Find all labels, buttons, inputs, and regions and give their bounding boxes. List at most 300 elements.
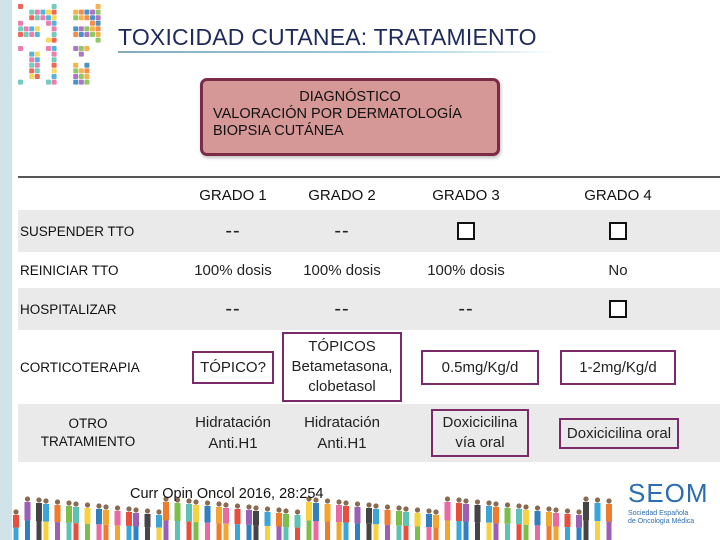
crowd-figure-legs [464,522,469,540]
mosaic-tile [68,38,73,43]
mosaic-tile [46,52,51,57]
doxiciclina-oral-box: Doxicicilina oral [559,418,679,449]
cell-grade1: Hidratación Anti.H1 [195,414,271,452]
mosaic-tile [90,46,95,51]
crowd-figure-head [235,503,240,508]
mosaic-tile [79,46,84,51]
mosaic-tile [73,68,78,73]
mosaic-tile [62,32,67,37]
crowd-figure-body [516,509,522,524]
crowd-figure-legs [415,527,420,540]
seom-subtitle-line2: de Oncología Médica [628,518,695,526]
table-row-suspender [18,210,720,252]
mosaic-tile [24,38,29,43]
cell-grade2: 100% dosis [303,261,381,279]
mosaic-tile [79,15,84,20]
crowd-figure-legs [127,526,132,540]
mosaic-tile [52,46,57,51]
crowd-figure-body [13,515,19,528]
crowd-figure-body [163,502,169,520]
crowd-figure-body [205,506,211,523]
seom-footer-logo-name: SEOM [628,478,709,508]
mosaic-tile [18,52,23,57]
mosaic-tile [24,57,29,62]
mosaic-tile [35,26,40,31]
cell-grade3: 100% dosis [427,261,505,279]
crowd-figure-head [283,508,288,513]
crowd-figure-head [343,500,348,505]
mosaic-tile [62,10,67,15]
left-rail [0,0,12,540]
mosaic-tile [68,57,73,62]
mosaic-tile [40,38,45,43]
crowd-figure-head [583,496,588,501]
mosaic-tile [29,15,34,20]
mosaic-tile [29,38,34,43]
crowd-figure-legs [584,520,589,540]
mosaic-tile [52,68,57,73]
crowd-figure-legs [535,525,540,540]
crowd-figure-legs [134,527,139,540]
mosaic-tile [18,10,23,15]
mosaic-tile [40,26,45,31]
mosaic-tile [18,38,23,43]
mosaic-tile [29,74,34,79]
mosaic-tile [18,80,23,85]
crowd-figure-legs [254,525,259,540]
crowd-figure-body [336,505,342,522]
crowd-figure-legs [397,525,402,540]
crowd-figure-legs [104,525,109,540]
mosaic-tile [73,57,78,62]
mosaic-tile [62,63,67,68]
mosaic-tile [29,4,34,9]
crowd-figure-head [246,504,251,509]
grade-3-header: GRADO 3 [432,186,500,204]
mosaic-tile [18,32,23,37]
mosaic-tile [79,52,84,57]
crowd-figure-body [343,506,349,523]
mosaic-tile [24,15,29,20]
crowd-figure-body [373,509,379,524]
crowd-figure-body [396,511,402,525]
mosaic-tile [84,74,89,79]
crowd-figure-head [456,497,461,502]
crowd-figure-legs [337,522,342,540]
crowd-figure-body [156,515,162,528]
table-row-corticoterapia [18,330,720,404]
crowd-figure-head [295,509,300,514]
crowd-figure-legs [547,526,552,540]
crowd-figure-legs [74,523,79,540]
mosaic-tile [84,38,89,43]
crowd-figure-legs [307,520,312,540]
mosaic-tile [90,10,95,15]
crowd-figure-body [565,514,571,527]
doxiciclina-via-oral-box: Doxicicilina vía oral [431,409,529,458]
row-label: OTRO TRATAMIENTO [40,415,136,449]
mosaic-tile [90,26,95,31]
mosaic-tile [29,68,34,73]
cell-grade3: -- [458,298,474,320]
crowd-figure-legs [314,521,319,540]
crowd-figure-head [36,497,41,502]
crowd-figure-head [565,508,570,513]
mosaic-tile [68,32,73,37]
mosaic-tile [96,63,101,68]
crowd-figure-head [516,503,521,508]
mosaic-tile [52,15,57,20]
grade-4-header: GRADO 4 [584,186,652,204]
seom-footer-logo [628,480,718,538]
crowd-figure-body [456,503,462,521]
checkbox-icon [609,222,627,240]
mosaic-tile [29,63,34,68]
crowd-figure-legs [457,521,462,540]
mosaic-tile [46,80,51,85]
crowd-figure-head [366,502,371,507]
dose-1-2-box: 1-2mg/Kg/d [560,350,676,385]
crowd-figure-legs [367,524,372,540]
mosaic-tile [62,15,67,20]
crowd-figure-legs [67,523,72,540]
crowd-figure-body [355,507,361,523]
mosaic-tile [40,4,45,9]
mosaic-tile [29,80,34,85]
crowd-figure-legs [554,527,559,540]
crowd-figure-head [133,507,138,512]
seom-footer-logo-subtitle [628,510,718,526]
crowd-figure-body [73,507,79,523]
mosaic-tile [96,38,101,43]
mosaic-tile [24,32,29,37]
row-label: HOSPITALIZAR [20,301,117,317]
mosaic-tile [52,26,57,31]
mosaic-tile [73,10,78,15]
cell-grade4 [558,210,678,252]
crowd-figure-body [595,503,601,521]
crowd-figure-head [576,509,581,514]
crowd-figure-body [486,506,492,523]
mosaic-tile [24,63,29,68]
mosaic-tile [96,57,101,62]
mosaic-tile [29,26,34,31]
mosaic-tile [35,10,40,15]
diagnosis-box [200,78,500,156]
mosaic-tile [79,26,84,31]
mosaic-tile [68,21,73,26]
seom-mosaic-logo [18,4,104,88]
crowd-figure-head [25,496,30,501]
mosaic-tile [62,57,67,62]
mosaic-tile [46,63,51,68]
mosaic-tile [90,52,95,57]
row-label: CORTICOTERAPIA [20,359,140,375]
crowd-figure-body [505,508,511,524]
crowd-figure-body [145,514,151,527]
mosaic-tile [35,52,40,57]
row-label: REINICIAR TTO [20,262,119,278]
mosaic-tile [96,32,101,37]
mosaic-tile [40,74,45,79]
mosaic-tile [24,74,29,79]
mosaic-tile [96,4,101,9]
mosaic-tile [79,74,84,79]
crowd-figure-head [55,499,60,504]
mosaic-tile [68,68,73,73]
crowd-figure-body [583,502,589,520]
mosaic-tile [62,80,67,85]
crowd-figure-legs [37,521,42,540]
crowd-figure-head [96,503,101,508]
mosaic-tile [90,21,95,26]
table-row-reiniciar [18,252,720,288]
mosaic-tile [18,46,23,51]
mosaic-tile [96,74,101,79]
mosaic-tile [68,10,73,15]
mosaic-tile [46,10,51,15]
crowd-figure-body [25,502,31,520]
mosaic-tile [29,32,34,37]
crowd-figure-body [43,504,49,522]
crowd-figure-body [325,504,331,522]
cell-grade2 [280,330,404,404]
crowd-figure-legs [607,522,612,540]
mosaic-tile [40,32,45,37]
mosaic-tile [73,15,78,20]
crowd-figure-head [325,498,330,503]
crowd-figure-body [463,504,469,522]
crowd-figure-body [66,506,72,523]
mosaic-tile [46,46,51,51]
mosaic-tile [68,52,73,57]
crowd-figure-legs [277,527,282,540]
mosaic-tile [96,10,101,15]
crowd-figure-body [535,511,541,525]
crowd-figure-legs [284,527,289,540]
mosaic-tile [46,26,51,31]
crowd-figure-legs [355,523,360,540]
mosaic-tile [84,57,89,62]
cell-grade1: 100% dosis [194,261,272,279]
crowd-figure-body [246,510,252,525]
mosaic-tile [24,52,29,57]
mosaic-tile [24,80,29,85]
mosaic-tile [29,57,34,62]
mosaic-tile [24,26,29,31]
mosaic-tile [90,4,95,9]
crowd-figure-head [606,498,611,503]
table-top-rule [18,176,720,178]
mosaic-tile [84,63,89,68]
cell-grade2: Hidratación Anti.H1 [304,414,380,452]
cell-grade3 [416,330,544,404]
crowd-figure-legs [265,526,270,540]
seom-subtitle-line1: Sociedad Española [628,510,689,517]
mosaic-tile [84,46,89,51]
mosaic-tile [52,38,57,43]
crowd-figure-head [505,502,510,507]
mosaic-tile [52,32,57,37]
mosaic-tile [73,46,78,51]
crowd-figure-legs [247,525,252,540]
mosaic-tile [84,4,89,9]
mosaic-tile [40,46,45,51]
mosaic-tile [24,10,29,15]
mosaic-tile [96,26,101,31]
mosaic-tile [46,21,51,26]
table-row-otro-tratamiento [18,404,720,462]
mosaic-tile [90,32,95,37]
mosaic-tile [79,57,84,62]
mosaic-tile [18,68,23,73]
crowd-figure-legs [475,522,480,540]
crowd-figure-head [43,498,48,503]
crowd-figure-legs [374,524,379,540]
crowd-figure-body [553,513,559,527]
row-label: SUSPENDER TTO [20,223,135,239]
cell-grade4: No [608,261,628,279]
mosaic-tile [52,74,57,79]
mosaic-tile [18,26,23,31]
mosaic-tile [96,52,101,57]
crowd-figure-legs [404,526,409,540]
crowd-figure-body [426,514,432,527]
crowd-figure-head [85,502,90,507]
cell-grade4 [558,404,680,462]
mosaic-tile [35,68,40,73]
crowd-figure-body [103,510,109,525]
mosaic-tile [62,4,67,9]
mosaic-tile [96,21,101,26]
crowd-figure-legs [565,527,570,540]
crowd-figure-body [523,510,529,525]
crowd-figure-legs [175,521,180,540]
mosaic-tile [24,21,29,26]
crowd-figure-legs [295,528,300,540]
mosaic-tile [29,21,34,26]
crowd-figure-body [295,515,301,528]
topicos-box: TÓPICOS Betametasona, clobetasol [282,332,402,403]
crowd-figure-body [475,505,481,522]
diagnosis-line-biopsy: BIOPSIA CUTÁNEA [213,123,344,139]
crowd-figure-body [276,513,282,527]
crowd-figure-head [115,505,120,510]
crowd-figure-head [595,497,600,502]
title-underline [118,51,558,53]
crowd-figure-head [265,506,270,511]
mosaic-tile [96,68,101,73]
crowd-figure-body [306,502,312,520]
mosaic-tile [46,74,51,79]
mosaic-tile [24,68,29,73]
cell-grade1 [176,330,290,404]
crowd-figure-legs [595,521,600,540]
crowd-figure-body [115,511,121,525]
crowd-figure-head [223,502,228,507]
diagnosis-line-dermatology: VALORACIÓN POR DERMATOLOGÍA [213,106,462,122]
mosaic-tile [40,57,45,62]
mosaic-tile [46,15,51,20]
mosaic-tile [90,63,95,68]
crowd-figure-head [493,501,498,506]
crowd-figure-legs [164,520,169,540]
cell-grade3 [416,404,544,462]
crowd-figure-head [445,496,450,501]
crowd-figure-head [13,509,18,514]
mosaic-tile [18,63,23,68]
checkbox-icon [609,300,627,318]
mosaic-tile [18,57,23,62]
mosaic-tile [62,74,67,79]
mosaic-tile [40,10,45,15]
crowd-figure-head [336,499,341,504]
crowd-figure-head [475,499,480,504]
crowd-figure-body [385,510,391,525]
crowd-figure-legs [194,522,199,540]
crowd-figure-head [373,503,378,508]
mosaic-tile [79,80,84,85]
mosaic-tile [79,32,84,37]
crowd-figure-legs [524,525,529,540]
crowd-figure-legs [445,520,450,540]
dose-05-box: 0.5mg/Kg/d [421,350,539,385]
mosaic-tile [35,63,40,68]
mosaic-tile [90,74,95,79]
mosaic-tile [40,21,45,26]
mosaic-tile [52,63,57,68]
cell-grade2: -- [334,298,350,320]
crowd-figure-body [313,503,319,521]
mosaic-tile [40,80,45,85]
crowd-figure-legs [505,524,510,540]
crowd-figure-legs [494,523,499,540]
crowd-figure-body [193,505,199,522]
crowd-figure-body [96,509,102,524]
crowd-figure-head [103,504,108,509]
crowd-figure-body [546,512,552,526]
crowd-figure-head [433,509,438,514]
mosaic-tile [79,4,84,9]
mosaic-tile [84,32,89,37]
crowd-figure-body [366,508,372,524]
mosaic-tile [35,32,40,37]
mosaic-tile [40,68,45,73]
mosaic-tile [96,46,101,51]
mosaic-tile [52,52,57,57]
crowd-figure-legs [205,523,210,540]
mosaic-tile [73,80,78,85]
mosaic-tile [35,74,40,79]
crowd-figure-head [486,500,491,505]
mosaic-tile [40,52,45,57]
mosaic-tile [73,74,78,79]
crowd-figure-legs [217,523,222,540]
mosaic-tile [46,4,51,9]
mosaic-tile [68,46,73,51]
mosaic-tile [73,63,78,68]
mosaic-tile [52,21,57,26]
crowd-figure-legs [25,520,30,540]
crowd-figure-legs [115,525,120,540]
mosaic-tile [62,46,67,51]
mosaic-tile [73,38,78,43]
mosaic-tile [18,4,23,9]
mosaic-tile [18,21,23,26]
mosaic-tile [73,32,78,37]
crowd-figure-body [126,512,132,526]
mosaic-tile [73,21,78,26]
